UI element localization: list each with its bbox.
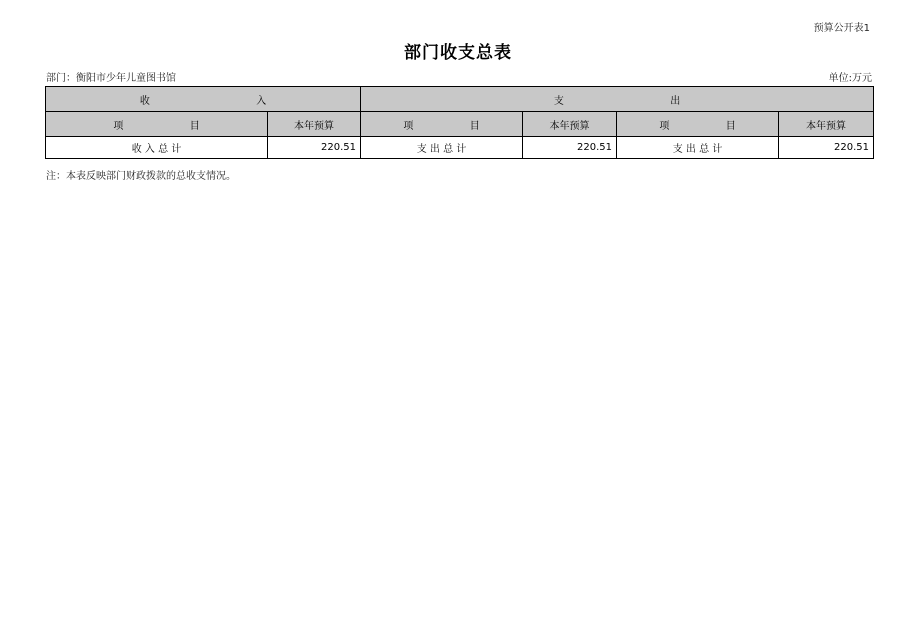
income-group-char-2: 入 <box>256 95 267 107</box>
page-title: 部门收支总表 <box>404 43 512 63</box>
expense-group-char-1: 支 <box>553 95 564 107</box>
expense-budget-header-1: 本年预算 <box>523 112 617 137</box>
expense-total-value-1: 220.51 <box>523 137 617 159</box>
income-total-label: 收 入 总 计 <box>46 137 268 159</box>
income-group-char-1: 收 <box>139 95 150 107</box>
item-header-char-2: 目 <box>469 120 480 132</box>
expense-total-label-1: 支 出 总 计 <box>361 137 523 159</box>
item-header-char-1: 项 <box>659 120 670 132</box>
expense-total-value-2: 220.51 <box>779 137 874 159</box>
item-header-char-1: 项 <box>113 120 124 132</box>
column-header-row <box>46 112 874 137</box>
group-header-row <box>46 87 874 112</box>
expense-budget-header-2: 本年预算 <box>779 112 874 137</box>
expense-item-header-2 <box>617 112 779 137</box>
expense-group-char-2: 出 <box>670 95 681 107</box>
unit-label: 单位:万元 <box>828 73 872 84</box>
income-budget-header: 本年预算 <box>268 112 361 137</box>
item-header-char-1: 项 <box>403 120 414 132</box>
income-group-header <box>46 87 361 112</box>
income-item-header <box>46 112 268 137</box>
expense-group-header <box>361 87 874 112</box>
item-header-char-2: 目 <box>725 120 736 132</box>
department-label: 部门：衡阳市少年儿童图书馆 <box>46 73 176 84</box>
income-total-value: 220.51 <box>268 137 361 159</box>
summary-table <box>45 86 874 159</box>
table-row <box>46 137 874 159</box>
footnote: 注：本表反映部门财政拨款的总收支情况。 <box>46 171 236 182</box>
expense-total-label-2: 支 出 总 计 <box>617 137 779 159</box>
expense-item-header-1 <box>361 112 523 137</box>
item-header-char-2: 目 <box>189 120 200 132</box>
form-code: 预算公开表1 <box>813 23 870 34</box>
